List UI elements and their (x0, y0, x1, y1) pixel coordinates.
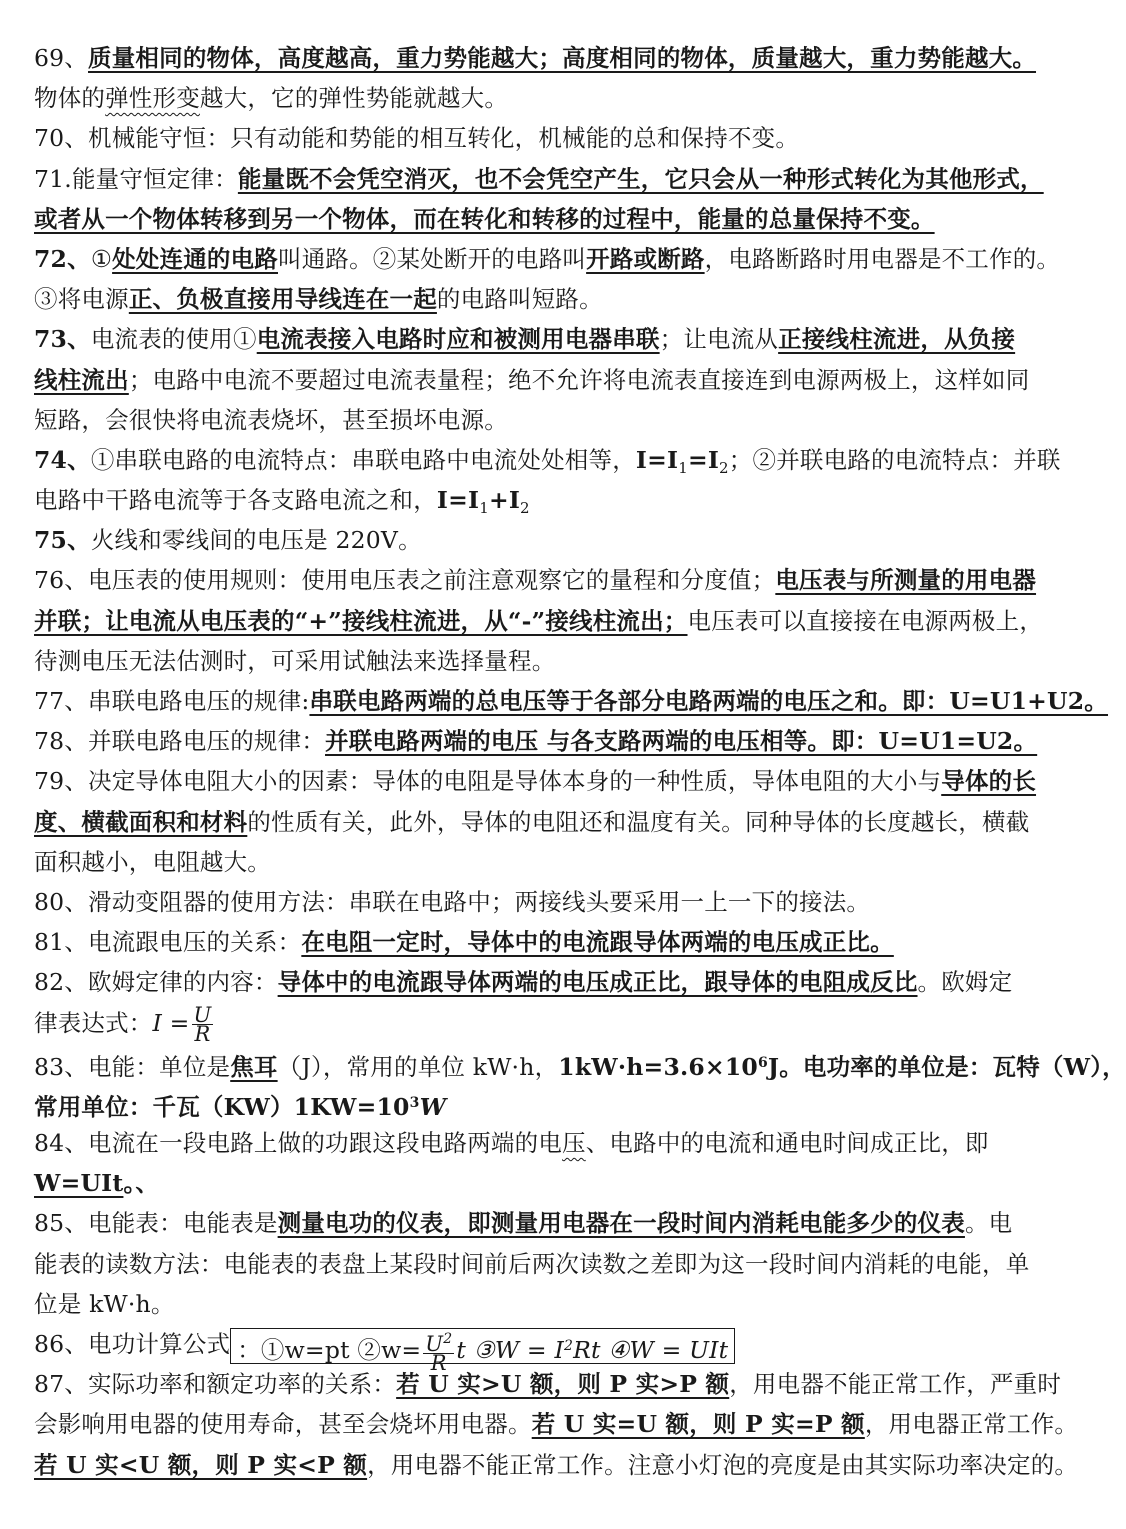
item-87-line-3: 若 U 实<U 额，则 P 实<P 额，用电器不能正常工作。注意小灯泡的亮度是由其实际功率决定的。 (34, 1450, 1079, 1479)
item-74-line-1: 74、①串联电路的电流特点：串联电路中电流处处相等，$I=I_1=I_2$；②并联电路的电流特点：并联 (34, 445, 1061, 477)
item-76-line-2: 并联；让电流从电压表的“+”接线柱流进，从“-”接线柱流出；电压表可以直接接在电源两极上， (34, 606, 1044, 635)
power-fraction: $\frac{U^2}{R}$ (425, 1331, 453, 1375)
item-76-line-3: 待测电压无法估测时，可采用试触法来选择量程。 (34, 646, 556, 675)
item-86: 86、电功计算公式 ：①w=pt ②w= $\frac{U^2}{R}$ t ③W = $I^2Rt$ ④W = UIt (34, 1324, 1054, 1364)
item-78: 78、并联电路电压的规律：并联电路两端的电压 与各支路两端的电压相等。即：U=U1=U2。 (34, 727, 1038, 756)
item-83-line-1: 83、电能：单位是焦耳（J），常用的单位 kW·h，$1kW\cdot h=3.6\times 10^6J$。电功率的单位是：瓦特（W）， (34, 1052, 1126, 1081)
item-71-line-2: 或者从一个物体转移到另一个物体，而在转化和转移的过程中，能量的总量保持不变。 (34, 204, 935, 233)
item-82-line-1: 82、欧姆定律的内容：导体中的电流跟导体两端的电压成正比，跟导体的电阻成反比。欧姆定 (34, 968, 1013, 997)
electric-work-formula-box: ：①w=pt ②w= $\frac{U^2}{R}$ t ③W = $I^2Rt$ ④W = UIt (230, 1328, 735, 1364)
ohm-fraction: $\frac{U}{R}$ (193, 1002, 212, 1046)
item-81: 81、电流跟电压的关系：在电阻一定时，导体中的电流跟导体两端的电压成正比。 (34, 928, 894, 957)
item-84-line-2: W=UIt。、 (34, 1169, 160, 1198)
item-73-line-2: 线柱流出；电路中电流不要超过电流表量程；绝不允许将电流表直接连到电源两极上，这样如同 (34, 365, 1030, 394)
item-74-line-2: 电路中干路电流等于各支路电流之和，$I=I_1+I_2$ (34, 486, 530, 518)
item-77: 77、串联电路电压的规律:串联电路两端的总电压等于各部分电路两端的电压之和。即：U=U1+U2。 (34, 687, 1109, 715)
item-75: 75、火线和零线间的电压是 220V。 (34, 526, 422, 555)
item-85-line-3: 位是 kW·h。 (34, 1289, 175, 1318)
item-73-line-1: 73、电流表的使用①电流表接入电路时应和被测用电器串联；让电流从正接线柱流进，从负接 (34, 325, 1016, 354)
item-69-line-1: 69、质量相同的物体，高度越高，重力势能越大；高度相同的物体，质量越大，重力势能越大。 (34, 44, 1037, 72)
item-73-line-3: 短路，会很快将电流表烧坏，甚至损坏电源。 (34, 405, 508, 434)
item-87-line-1: 87、实际功率和额定功率的关系：若 U 实>U 额，则 P 实>P 额，用电器不能正常工作，严重时 (34, 1370, 1062, 1399)
item-85-line-1: 85、电能表：电能表是测量电功的仪表，即测量用电器在一段时间内消耗电能多少的仪表。电 (34, 1209, 1013, 1238)
item-69-line-2: 物体的弹性形变越大，它的弹性势能就越大。 (34, 84, 509, 113)
item-83-line-2: 常用单位：千瓦$(KW)1KW=10^3W$ (34, 1092, 447, 1121)
item-79-line-1: 79、决定导体电阻大小的因素：导体的电阻是导体本身的一种性质，导体电阻的大小与导体的长 (34, 767, 1037, 796)
item-76-line-1: 76、电压表的使用规则：使用电压表之前注意观察它的量程和分度值；电压表与所测量的用电器 (34, 566, 1037, 595)
item-82-line-2: 律表达式：I = $\frac{U}{R}$ (34, 1002, 212, 1046)
physics-notes-page (34, 38, 1126, 1485)
item-84-line-1: 84、电流在一段电路上做的功跟这段电路两端的电压、电路中的电流和通电时间成正比，即 (34, 1129, 989, 1158)
item-85-line-2: 能表的读数方法：电能表的表盘上某段时间前后两次读数之差即为这一段时间内消耗的电能，单 (34, 1249, 1030, 1278)
item-87-line-2: 会影响用电器的使用寿命，甚至会烧坏用电器。若 U 实=U 额，则 P 实=P 额，用电器正常工作。 (34, 1410, 1079, 1439)
item-72-line-2: ③将电源正、负极直接用导线连在一起的电路叫短路。 (34, 285, 603, 314)
item-80: 80、滑动变阻器的使用方法：串联在电路中；两接线头要采用一上一下的接法。 (34, 887, 871, 916)
item-72-line-1: 72、①处处连通的电路叫通路。②某处断开的电路叫开路或断路，电路断路时用电器是不工作的。 (34, 244, 1061, 273)
item-79-line-3: 面积越小，电阻越大。 (34, 847, 271, 876)
item-71-line-1: 71.能量守恒定律：能量既不会凭空消灭，也不会凭空产生，它只会从一种形式转化为其他形式， (34, 164, 1044, 193)
item-70: 70、机械能守恒：只有动能和势能的相互转化，机械能的总和保持不变。 (34, 124, 800, 153)
item-79-line-2: 度、横截面积和材料的性质有关，此外，导体的电阻还和温度有关。同种导体的长度越长，横截 (34, 807, 1030, 836)
